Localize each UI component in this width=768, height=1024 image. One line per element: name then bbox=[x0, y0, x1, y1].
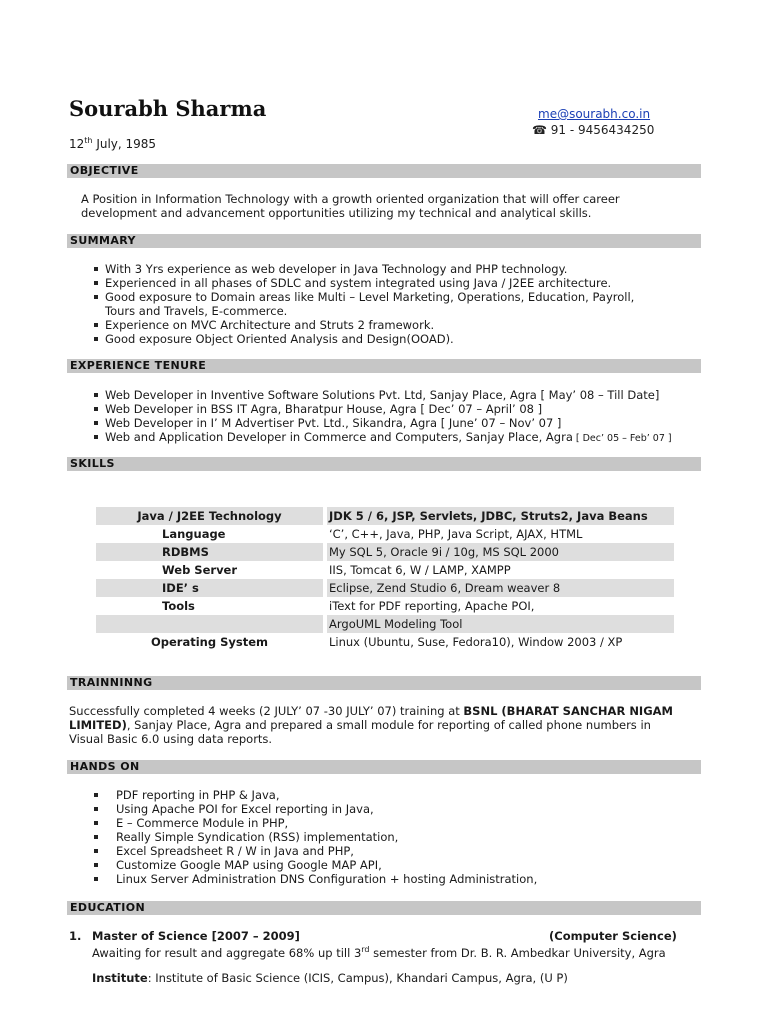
training-line: , Sanjay Place, Agra and prepared a small module for reporting of called phone numbers in bbox=[126, 718, 651, 732]
education-institute bbox=[92, 971, 568, 985]
summary-list bbox=[91, 262, 701, 346]
bullet-icon bbox=[94, 821, 98, 825]
section-heading-hands-on: HANDS ON bbox=[67, 760, 701, 774]
bullet-icon bbox=[94, 849, 98, 853]
list-item: Good exposure to Domain areas like Multi – Level Marketing, Operations, Education, Payroll, Tours and Travels, E-commerce. bbox=[91, 290, 701, 318]
dob-rest: July, 1985 bbox=[92, 137, 157, 151]
list-item: Really Simple Syndication (RSS) implementation, bbox=[91, 830, 701, 844]
date-of-birth bbox=[69, 136, 156, 151]
training-org: LIMITED) bbox=[69, 718, 127, 732]
skill-category: IDE’ s bbox=[96, 579, 323, 597]
training-text bbox=[69, 704, 709, 746]
list-item-continuation: Tours and Travels, E-commerce. bbox=[105, 304, 288, 318]
experience-list bbox=[91, 388, 711, 446]
phone-text: 91 - 9456434250 bbox=[546, 123, 655, 137]
institute-text: : Institute of Basic Science (ICIS, Campus), Khandari Campus, Agra, (U P) bbox=[147, 971, 568, 985]
bullet-icon bbox=[94, 835, 98, 839]
bullet-icon bbox=[94, 337, 98, 341]
list-item: Using Apache POI for Excel reporting in Java, bbox=[91, 802, 701, 816]
experience-dates: [ Dec’ 05 – Feb’ 07 ] bbox=[572, 433, 672, 444]
skill-category: RDBMS bbox=[96, 543, 323, 561]
training-line: Successfully completed 4 weeks (2 JULY’ 07 -30 JULY’ 07) training at bbox=[69, 704, 464, 718]
list-item: PDF reporting in PHP & Java, bbox=[91, 788, 701, 802]
bullet-icon bbox=[94, 877, 98, 881]
education-degree: Master of Science [2007 – 2009] bbox=[92, 929, 300, 943]
bullet-icon bbox=[94, 267, 98, 271]
objective-line: development and advancement opportunities utilizing my technical and analytical skills. bbox=[81, 206, 592, 220]
skill-category: Java / J2EE Technology bbox=[96, 507, 323, 525]
table-row bbox=[96, 561, 674, 579]
list-item: Customize Google MAP using Google MAP API, bbox=[91, 858, 701, 872]
list-item: Excel Spreadsheet R / W in Java and PHP, bbox=[91, 844, 701, 858]
institute-label: Institute bbox=[92, 971, 148, 985]
skills-table bbox=[96, 507, 674, 651]
education-result-text: semester from Dr. B. R. Ambedkar University, Agra bbox=[369, 945, 666, 960]
bullet-icon bbox=[94, 793, 98, 797]
education-result bbox=[92, 943, 666, 960]
candidate-name: Sourabh Sharma bbox=[69, 96, 267, 121]
phone-icon: ☎ bbox=[532, 123, 547, 137]
hands-on-list bbox=[91, 788, 701, 886]
list-item: Web Developer in I’ M Advertiser Pvt. Ltd., Sikandra, Agra [ June’ 07 – Nov’ 07 ] bbox=[91, 416, 711, 430]
bullet-icon bbox=[94, 407, 98, 411]
dob-suffix: th bbox=[84, 136, 93, 145]
section-heading-summary: SUMMARY bbox=[67, 234, 701, 248]
bullet-icon bbox=[94, 323, 98, 327]
bullet-icon bbox=[94, 295, 98, 299]
skill-category: Language bbox=[162, 527, 226, 541]
skill-value: ‘C’, C++, Java, PHP, Java Script, AJAX, HTML bbox=[329, 527, 583, 541]
table-row bbox=[96, 633, 674, 651]
section-heading-skills: SKILLS bbox=[67, 457, 701, 471]
skill-value: Linux (Ubuntu, Suse, Fedora10), Window 2003 / XP bbox=[329, 635, 623, 649]
skill-value: iText for PDF reporting, Apache POI, bbox=[329, 599, 535, 613]
skill-value: My SQL 5, Oracle 9i / 10g, MS SQL 2000 bbox=[327, 543, 674, 561]
skill-value: ArgoUML Modeling Tool bbox=[327, 615, 674, 633]
list-item: Web Developer in Inventive Software Solutions Pvt. Ltd, Sanjay Place, Agra [ May’ 08 – Till Date] bbox=[91, 388, 711, 402]
skill-category: Web Server bbox=[162, 563, 238, 577]
bullet-icon bbox=[94, 281, 98, 285]
bullet-icon bbox=[94, 807, 98, 811]
skill-category: Tools bbox=[162, 599, 195, 613]
objective-line: A Position in Information Technology with a growth oriented organization that will offer career bbox=[81, 192, 620, 206]
skill-category bbox=[96, 615, 323, 633]
phone-number bbox=[532, 123, 654, 137]
section-heading-objective: OBJECTIVE bbox=[67, 164, 701, 178]
table-row bbox=[96, 507, 674, 525]
bullet-icon bbox=[94, 393, 98, 397]
education-number: 1. bbox=[69, 929, 82, 943]
list-item: Experienced in all phases of SDLC and system integrated using Java / J2EE architecture. bbox=[91, 276, 701, 290]
table-row bbox=[96, 579, 674, 597]
list-item: Web and Application Developer in Commerce and Computers, Sanjay Place, Agra [ Dec’ 05 – Feb’ 07 ] bbox=[91, 430, 711, 446]
education-field: (Computer Science) bbox=[549, 929, 677, 943]
list-item: With 3 Yrs experience as web developer in Java Technology and PHP technology. bbox=[91, 262, 701, 276]
skill-value: Eclipse, Zend Studio 6, Dream weaver 8 bbox=[327, 579, 674, 597]
skill-value: JDK 5 / 6, JSP, Servlets, JDBC, Struts2, Java Beans bbox=[327, 507, 674, 525]
section-heading-experience: EXPERIENCE TENURE bbox=[67, 359, 701, 373]
bullet-icon bbox=[94, 863, 98, 867]
list-item: Linux Server Administration DNS Configuration + hosting Administration, bbox=[91, 872, 701, 886]
list-item: Experience on MVC Architecture and Struts 2 framework. bbox=[91, 318, 701, 332]
training-line: Visual Basic 6.0 using data reports. bbox=[69, 732, 273, 746]
list-item: E – Commerce Module in PHP, bbox=[91, 816, 701, 830]
objective-text bbox=[81, 192, 620, 220]
email-link[interactable]: me@sourabh.co.in bbox=[538, 107, 651, 121]
section-heading-education: EDUCATION bbox=[67, 901, 701, 915]
list-item: Web Developer in BSS IT Agra, Bharatpur House, Agra [ Dec’ 07 – April’ 08 ] bbox=[91, 402, 711, 416]
list-item: Good exposure Object Oriented Analysis and Design(OOAD). bbox=[91, 332, 701, 346]
section-heading-training: TRAINNINNG bbox=[67, 676, 701, 690]
bullet-icon bbox=[94, 421, 98, 425]
table-row bbox=[96, 525, 674, 543]
table-row bbox=[96, 597, 674, 615]
dob-day: 12 bbox=[69, 137, 85, 151]
education-result-text: Awaiting for result and aggregate 68% up till 3 bbox=[92, 945, 362, 960]
bullet-icon bbox=[94, 435, 98, 439]
table-row bbox=[96, 615, 674, 633]
training-org: BSNL (BHARAT SANCHAR NIGAM bbox=[463, 704, 673, 718]
education-result-suffix: rd bbox=[361, 945, 370, 954]
skill-category: Operating System bbox=[150, 635, 268, 649]
skill-value: IIS, Tomcat 6, W / LAMP, XAMPP bbox=[329, 563, 511, 577]
table-row bbox=[96, 543, 674, 561]
